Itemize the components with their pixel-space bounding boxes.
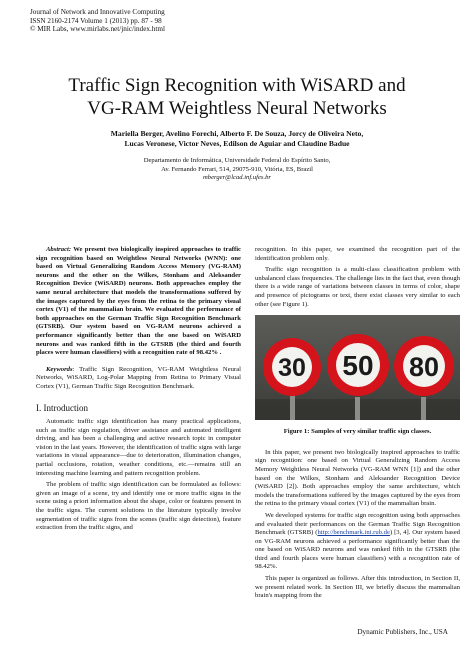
- figure-traffic-signs: [255, 315, 460, 420]
- benchmark-link[interactable]: http://benchmark.ini.rub.de: [317, 529, 390, 537]
- affiliation: [80, 157, 394, 183]
- author-list: [60, 129, 414, 149]
- publisher-footer: Dynamic Publishers, Inc., USA: [357, 628, 448, 636]
- traffic-signs-photo: [255, 315, 460, 420]
- authors-line-2: Lucas Veronese, Victor Neves, Edilson de Aguiar and Claudine Badue: [124, 139, 350, 149]
- right-paragraph-3: [255, 512, 460, 572]
- section-heading-introduction: I. Introduction: [36, 402, 88, 413]
- right-paragraph-2: In this paper, we present two biologically inspired approaches to traffic sign recognition: one based on Virtual Generalizing Random Access Memory Weightless Neural Networks (VG-RAM WNN [1]) and the other based on the Wilkes, Stonham and Aleksander Recognition Device (WiSARD [2]). Both approaches employ the same architecture, which models the transformations suffered by the images captured by the eyes from the retina to the primary visual cortex (V1) of the mammalian brain.: [255, 448, 460, 508]
- figure-caption: Figure 1: Samples of very similar traffic sign classes.: [283, 428, 432, 436]
- intro-paragraph-2: The problem of traffic sign identification can be formulated as follows: given an image of a scene, try and identify one or more traffic signs in the scene using a priori information about the shape, color or features present in the traffic signs. The current solutions in the literature typically involve segmentation of traffic signs from the scenes (traffic sign detection), feature extraction from the traffic signs, and: [36, 481, 241, 532]
- right-paragraph-4: This paper is organized as follows. After this introduction, in Section II, we present related work. In Section III, we briefly discuss the mammalian brain's mapping from the: [255, 575, 460, 600]
- affiliation-line-1: Departamento de Informática, Universidade Federal do Espírito Santo,: [143, 157, 331, 164]
- right-column: [255, 246, 460, 604]
- abstract: [36, 246, 241, 358]
- keywords: [36, 366, 241, 392]
- right-paragraph-1: Traffic sign recognition is a multi-class classification problem with unbalanced class frequencies. The challenge lies in the fact that, even though there is a wide range of variations between classes in terms of color, shape and presence of pictograms or text, there exist classes very similar to each other (see Figure 1).: [255, 266, 460, 308]
- sign-1-number: 30: [278, 354, 306, 383]
- intro-paragraph-1: Automatic traffic sign identification has many practical applications, such as traffic sign regulation, driver assistance and automated intelligent driving, and has been a challenging and active research topic in computer vision in the last years. However, the identification of traffic signs with large variations in visual appearance—due to deterioration, illumination changes, partial occlusions, rotation, weather conditions, etc.—remains still an interesting machine learning and pattern recognition problem.: [36, 418, 241, 477]
- affiliation-line-2: Av. Fernando Ferrari, 514, 29075-910, Vitória, ES, Brazil: [161, 165, 313, 173]
- paper-title: [0, 74, 474, 120]
- journal-copyright: © MIR Labs, www.mirlabs.net/jnic/index.html: [30, 25, 165, 34]
- title-line-2: VG-RAM Weightless Neural Networks: [87, 98, 387, 119]
- journal-issn: ISSN 2160-2174 Volume 1 (2013) pp. 87 - 98: [30, 16, 162, 25]
- journal-name: Journal of Network and Innovative Computing: [30, 8, 165, 16]
- author-email: mberger@lcad.inf.ufes.br: [203, 174, 271, 182]
- keywords-label: Keywords: [46, 365, 73, 373]
- paragraph-3-end: ) [3, 4]. Our system based on VG-RAM neurons achieved a performance significantly better than the one based on WiSARD neurons and was ranked fifth in the GTSRB (the third and fourth places were human classifiers) with a recognition rate of 98.42%.: [255, 529, 460, 571]
- abstract-text: We present two biologically inspired approaches to traffic sign recognition based on Weightless Neural Networks (WNN): one based on Virtual Generalizing Random Access Memory (VG-RAM) neurons and the other on the Wilkes, Stonham and Aleksander Recognition Device (WiSARD) neurons. Both approaches employ the same neural architecture that models the transformations suffered by the images captured by the eyes from the retina to the primary visual cortex (V1) of the mammalian brain. We evaluated the performance of both approaches on the German Traffic Sign Recognition Benchmark (GTSRB). Our system based on VG-RAM neurons achieved a performance significantly better than the one based on WiSARD neurons and was ranked fifth in the GTSRB (the third and fourth places were human classifiers) with a recognition rate of 98.42% .: [36, 246, 241, 357]
- journal-header: [30, 8, 165, 34]
- right-paragraph-0: recognition. In this paper, we examined the recognition part of the identification problem only.: [255, 246, 460, 262]
- left-column: [36, 246, 241, 536]
- abstract-label: Abstract:: [46, 246, 72, 253]
- sign-2-number: 50: [342, 350, 374, 382]
- sign-3-number: 80: [408, 352, 440, 383]
- title-line-1: Traffic Sign Recognition with WiSARD and: [68, 75, 406, 96]
- keywords-text: : Traffic Sign Recognition, VG-RAM Weightless Neural Networks, WiSARD, Log-Polar Mapping from Retina to Primary Visual Cortex (V1), German Traffic Sign Recognition Benchmark.: [36, 365, 241, 390]
- paragraph-3-start: We developed systems for traffic sign recognition using both approaches and evaluated their performances on the German Traffic Sign Recognition Benchmark (GTSRB) (: [255, 511, 460, 537]
- authors-line-1: Mariella Berger, Avelino Forechi, Alberto F. De Souza, Jorcy de Oliveira Neto,: [110, 129, 364, 138]
